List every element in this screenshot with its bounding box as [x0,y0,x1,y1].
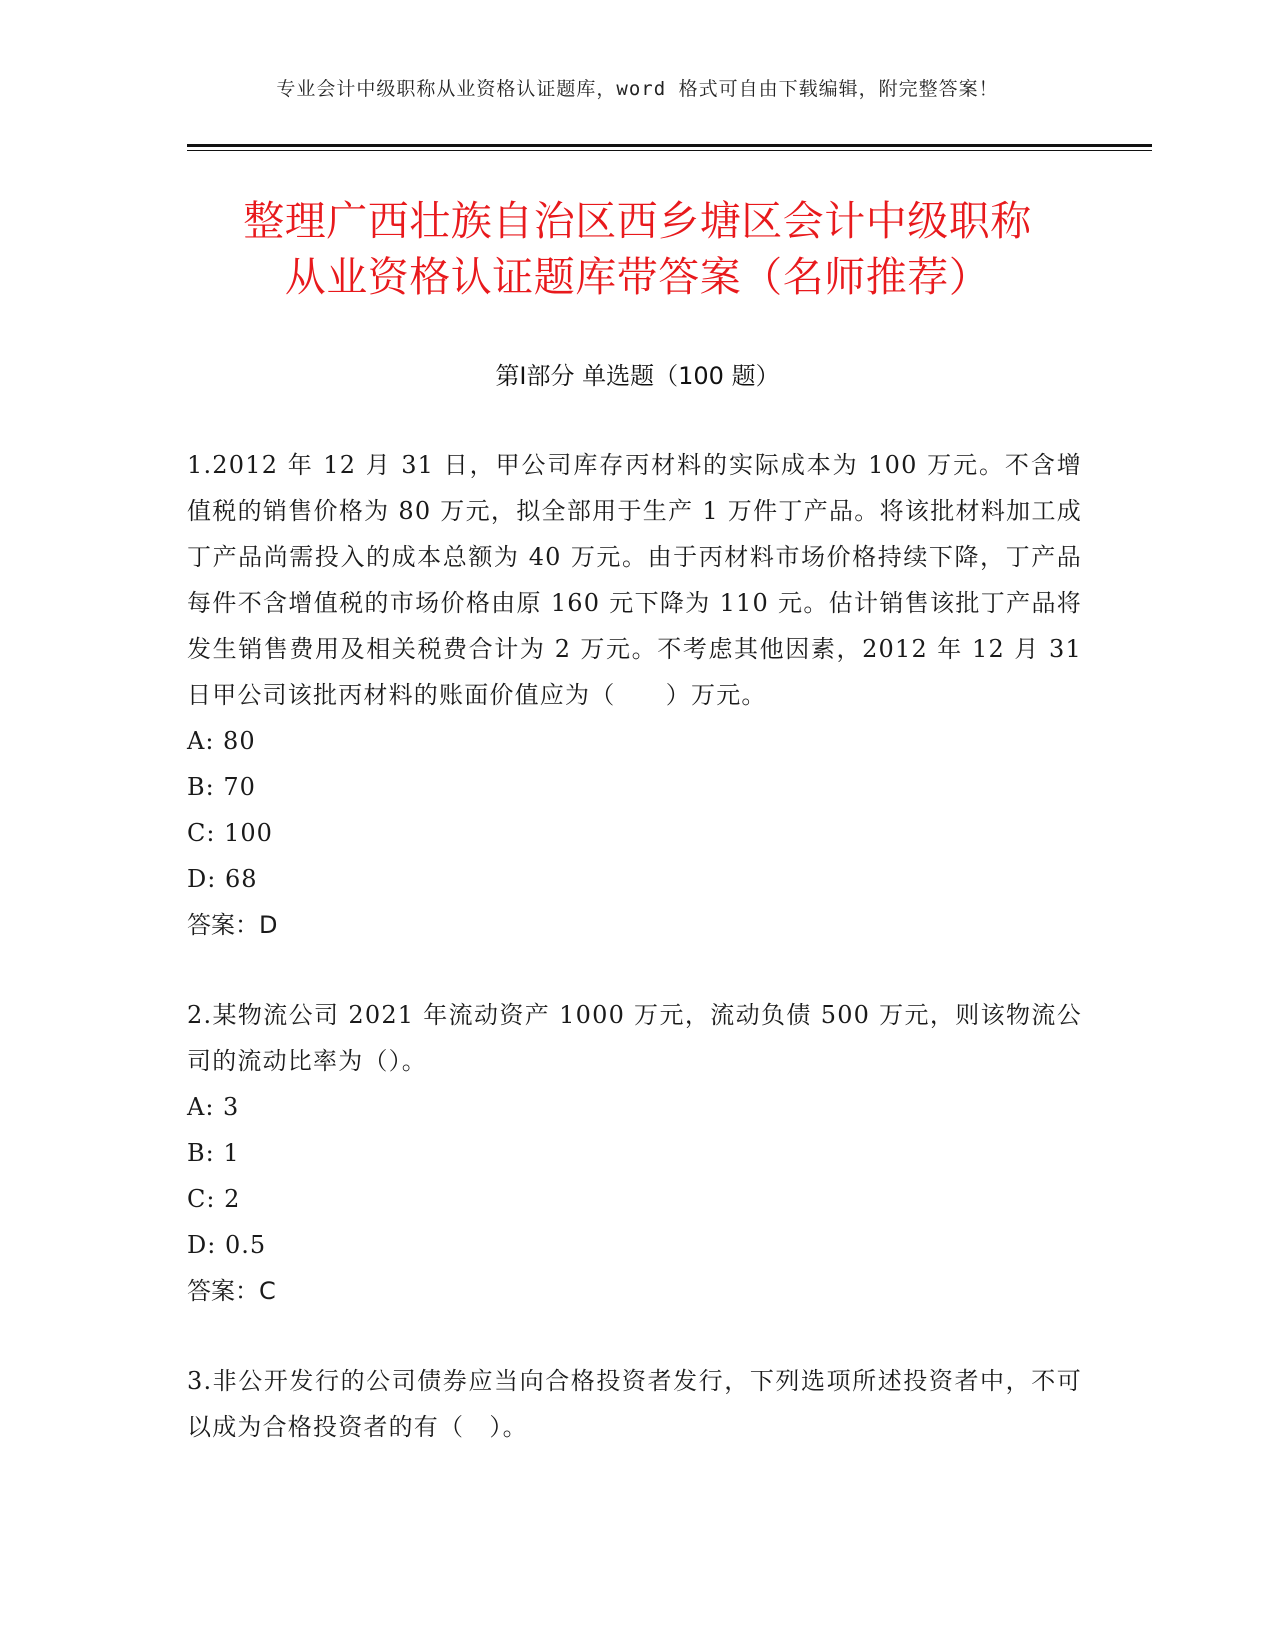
header-note: 专业会计中级职称从业资格认证题库，word 格式可自由下载编辑，附完整答案！ [276,78,999,100]
header-divider [187,144,1152,147]
question-1 [187,442,1082,948]
option-c: C: 2 [187,1185,241,1213]
section-title: 第Ⅰ部分 单选题（100 题） [495,362,780,390]
answer: 答案：C [187,1277,276,1305]
question-stem: 2.某物流公司 2021 年流动资产 1000 万元，流动负债 500 万元，则该物流公司的流动比率为（）。 [187,1001,1082,1075]
question-stem: 1.2012 年 12 月 31 日，甲公司库存丙材料的实际成本为 100 万元。不含增值税的销售价格为 80 万元，拟全部用于生产 1 万件丁产品。将该批材料加工成丁产品尚需投入的成本总额为 40 万元。由于丙材料市场价格持续下降，丁产品每件不含增值税的市场价格由原 160 元下降为 110 元。估计销售该批丁产品将发生销售费用及相关税费合计为 2 万元。不考虑其他因素，2012 年 12 月 31 日甲公司该批丙材料的账面价值应为（ ）万元。 [187,451,1082,709]
header-divider-thin [187,150,1152,151]
spacer [187,948,1082,992]
document-title [150,193,1125,305]
question-2 [187,992,1082,1314]
question-stem: 3.非公开发行的公司债券应当向合格投资者发行，下列选项所述投资者中，不可以成为合格投资者的有（ ）。 [187,1367,1082,1441]
option-c: C: 100 [187,819,273,847]
option-a: A: 3 [187,1093,240,1121]
option-d: D: 68 [187,865,258,893]
question-3 [187,1358,1082,1450]
document-title-line-1: 整理广西壮族自治区西乡塘区会计中级职称 [243,197,1032,245]
option-b: B: 70 [187,773,256,801]
option-a: A: 80 [187,727,256,755]
option-d: D: 0.5 [187,1231,267,1259]
spacer [187,1314,1082,1358]
answer: 答案：D [187,911,278,939]
document-title-line-2: 从业资格认证题库带答案（名师推荐） [284,253,991,301]
question-list [187,442,1082,1450]
option-b: B: 1 [187,1139,240,1167]
